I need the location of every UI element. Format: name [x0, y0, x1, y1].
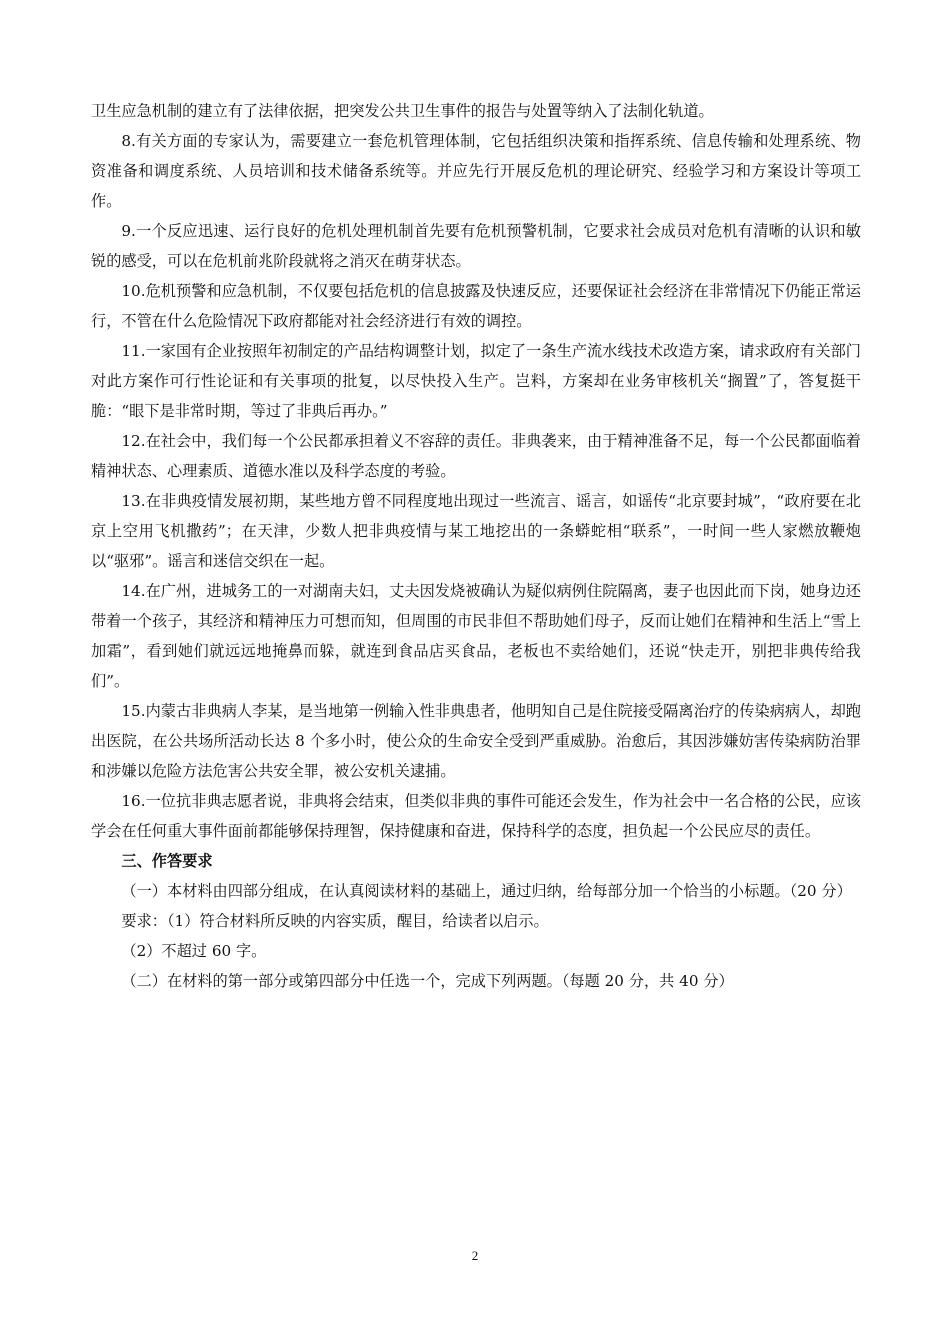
page-number: 2: [471, 1248, 479, 1263]
paragraph-continuation: 卫生应急机制的建立有了法律依据，把突发公共卫生事件的报告与处置等纳入了法制化轨道。: [91, 102, 714, 120]
requirement-part-1: （一）本材料由四部分组成，在认真阅读材料的基础上，通过归纳，给每部分加一个恰当的小标题。（20 分）: [121, 882, 852, 900]
paragraph-item-8: 8.有关方面的专家认为，需要建立一套危机管理体制，它包括组织决策和指挥系统、信息传输和处理系统、物资准备和调度系统、人员培训和技术储备系统等。并应先行开展反危机的理论研究、经验学习和方案设计等项工作。: [91, 132, 861, 210]
paragraph-item-11: 11.一家国有企业按照年初制定的产品结构调整计划，拟定了一条生产流水线技术改造方案，请求政府有关部门对此方案作可行性论证和有关事项的批复，以尽快投入生产。岂料，方案却在业务审核机关“搁置”了，答复挺干脆：“眼下是非常时期，等过了非典后再办。”: [91, 342, 861, 420]
section-heading: 三、作答要求: [121, 852, 213, 870]
paragraph-item-16: 16.一位抗非典志愿者说，非典将会结束，但类似非典的事件可能还会发生，作为社会中一名合格的公民，应该学会在任何重大事件面前都能够保持理智，保持健康和奋进，保持科学的态度，担负起一个公民应尽的责任。: [91, 792, 861, 840]
paragraph-item-9: 9.一个反应迅速、运行良好的危机处理机制首先要有危机预警机制，它要求社会成员对危机有清晰的认识和敏锐的感受，可以在危机前兆阶段就将之消灭在萌芽状态。: [91, 222, 861, 270]
paragraph-item-15: 15.内蒙古非典病人李某，是当地第一例输入性非典患者，他明知自己是住院接受隔离治疗的传染病病人，却跑出医院，在公共场所活动长达 8 个多小时，使公众的生命安全受到严重威胁。治愈后，其因涉嫌妨害传染病防治罪和涉嫌以危险方法危害公共安全罪，被公安机关逮捕。: [91, 702, 861, 780]
paragraph-item-14: 14.在广州，进城务工的一对湖南夫妇，丈夫因发烧被确认为疑似病例住院隔离，妻子也因此而下岗，她身边还带着一个孩子，其经济和精神压力可想而知，但周围的市民非但不帮助她们母子，反而让她们在精神和生活上“雪上加霜”，看到她们就远远地掩鼻而躲，就连到食品店买食品，老板也不卖给她们，还说“快走开，别把非典传给我们”。: [91, 582, 861, 690]
requirement-part-2: （二）在材料的第一部分或第四部分中任选一个，完成下列两题。（每题 20 分，共 40 分）: [121, 972, 734, 990]
paragraph-item-13: 13.在非典疫情发展初期，某些地方曾不同程度地出现过一些流言、谣言，如谣传“北京要封城”，“政府要在北京上空用飞机撒药”；在天津，少数人把非典疫情与某工地挖出的一条蟒蛇相“联系”，一时间一些人家燃放鞭炮以“驱邪”。谣言和迷信交织在一起。: [91, 492, 861, 570]
requirement-detail-2: （2）不超过 60 字。: [121, 942, 267, 960]
paragraph-item-10: 10.危机预警和应急机制，不仅要包括危机的信息披露及快速反应，还要保证社会经济在非常情况下仍能正常运行，不管在什么危险情况下政府都能对社会经济进行有效的调控。: [91, 282, 861, 330]
requirement-detail-1: 要求：（1）符合材料所反映的内容实质，醒目，给读者以启示。: [121, 912, 549, 930]
paragraph-item-12: 12.在社会中，我们每一个公民都承担着义不容辞的责任。非典袭来，由于精神准备不足，每一个公民都面临着精神状态、心理素质、道德水准以及科学态度的考验。: [91, 432, 861, 480]
document-page: [91, 96, 861, 996]
